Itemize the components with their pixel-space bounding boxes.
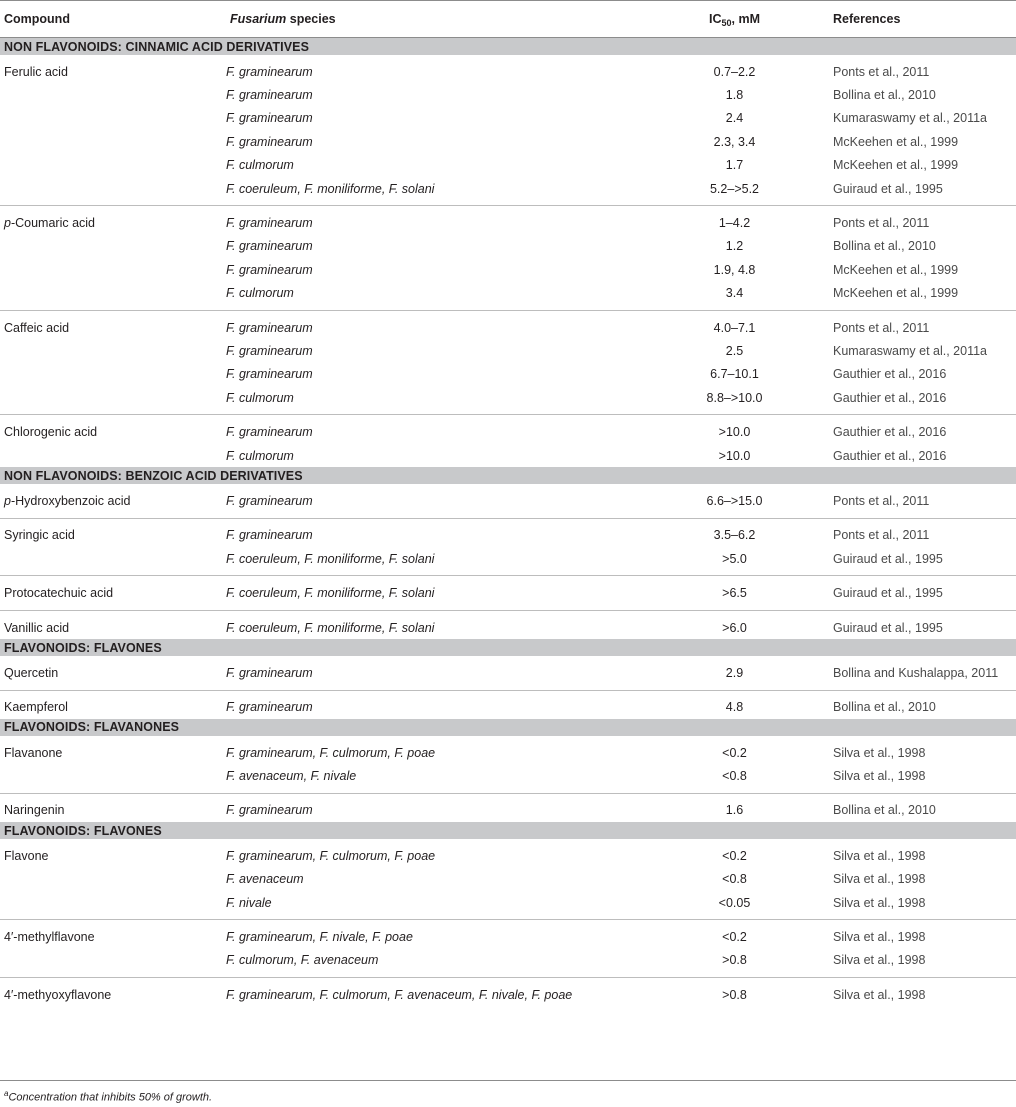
ic50-cell: 3.5–6.2 [713,528,756,543]
table-row [0,107,1016,130]
ic50-cell: 2.5 [725,343,744,358]
section-header-row [0,467,1016,484]
reference-cell: Bollina et al., 2010 [833,239,936,254]
table-row [0,891,1016,920]
species-cell: F. graminearum [226,803,313,818]
compound-name: Ferulic acid [4,64,68,79]
compound-cell [0,130,226,153]
compound-cell [0,154,226,177]
reference-cell: Bollina et al., 2010 [833,700,936,715]
reference-cell: Ponts et al., 2011 [833,216,930,231]
compound-cell [0,547,226,576]
reference-cell: Gauthier et al., 2016 [833,448,947,463]
footnote [4,1089,212,1104]
ic50-cell: 2.4 [725,111,744,126]
compound-cell [0,83,226,106]
header-species-genus: Fusarium [230,12,287,26]
reference-cell: McKeehen et al., 1999 [831,282,1016,311]
compound-name: Kaempferol [4,700,68,715]
compound-name: Syringic acid [4,528,75,543]
compound-cell [0,920,226,949]
table-row [0,518,1016,547]
reference-cell: Ponts et al., 2011 [833,64,930,79]
table-row [0,363,1016,386]
compound-cell [0,891,226,920]
table-row [0,547,1016,576]
ic50-cell: <0.2 [722,745,747,760]
table-row [0,282,1016,311]
species-cell: F. graminearum [226,134,313,149]
compound-name: Vanillic acid [4,620,70,635]
ic50-cell: 0.7–2.2 [713,64,756,79]
compound-cell [0,444,226,467]
species-cell: F. graminearum [226,216,313,231]
species-cell: F. nivale [226,891,638,920]
compound-prefix: p [4,216,11,231]
compound-cell [0,576,226,610]
reference-cell: Ponts et al., 2011 [831,484,1016,518]
compound-cell [0,339,226,362]
species-cell: F. graminearum [226,111,313,126]
reference-cell: McKeehen et al., 1999 [833,134,959,149]
species-cell: F. graminearum [226,656,638,690]
table-row [0,130,1016,153]
section-header-row [0,719,1016,736]
species-cell: F. graminearum [226,425,313,440]
table-row [0,793,1016,822]
compound-cell [0,310,226,339]
ic50-cell: >0.8 [722,987,747,1002]
compound-cell [0,690,226,719]
species-cell: F. coeruleum, F. moniliforme, F. solani [226,177,638,206]
footnote-mark: a [4,1089,9,1098]
ic50-cell: <0.8 [722,872,747,887]
table-row [0,949,1016,978]
reference-cell: Silva et al., 1998 [831,949,1016,978]
header-ic50-sub: 50 [721,18,732,28]
section-title: FLAVONOIDS: FLAVONES [0,822,1016,839]
table-row [0,690,1016,719]
table-row [0,154,1016,177]
header-species [226,1,638,38]
table-row [0,868,1016,891]
species-cell: F. graminearum [226,239,313,254]
species-cell: F. graminearum [226,484,638,518]
header-species-suffix: species [286,12,336,26]
table-row [0,656,1016,690]
table-row [0,978,1016,1007]
ic50-cell: >0.8 [638,949,831,978]
reference-cell: Ponts et al., 2011 [833,320,930,335]
ic50-cell: <0.8 [638,764,831,793]
species-cell: F. graminearum, F. culmorum, F. poae [226,745,436,760]
compound-name: 4′-methylflavone [4,930,95,945]
section-title: FLAVONOIDS: FLAVANONES [0,719,1016,736]
compound-name: Caffeic acid [4,320,70,335]
compound-prefix: p [4,493,11,508]
compound-cell [0,736,226,764]
reference-cell: McKeehen et al., 1999 [833,262,959,277]
compound-cell [0,206,226,235]
header-compound: Compound [0,1,226,38]
ic50-cell: 1.6 [725,803,744,818]
table-row [0,610,1016,639]
ic50-cell: <0.05 [638,891,831,920]
species-cell: F. culmorum [226,448,294,463]
species-cell: F. graminearum, F. nivale, F. poae [226,930,413,945]
compound-cell [0,107,226,130]
species-cell: F. coeruleum, F. moniliforme, F. solani [226,576,638,610]
species-cell: F. culmorum [226,386,638,415]
reference-cell: Guiraud et al., 1995 [831,177,1016,206]
reference-cell: Gauthier et al., 2016 [833,425,947,440]
reference-cell: Silva et al., 1998 [833,848,926,863]
ic50-cell: 5.2–>5.2 [638,177,831,206]
species-cell: F. culmorum, F. avenaceum [226,949,638,978]
table-row [0,920,1016,949]
ic50-cell: >10.0 [718,448,751,463]
compound-cell [0,235,226,258]
reference-cell: Bollina et al., 2010 [833,88,936,103]
compound-cell [0,177,226,206]
species-cell: F. coeruleum, F. moniliforme, F. solani [226,620,435,635]
table-row [0,415,1016,444]
table-row [0,258,1016,281]
section-title: FLAVONOIDS: FLAVONES [0,639,1016,656]
reference-cell: Silva et al., 1998 [833,745,926,760]
compound-cell [0,363,226,386]
ic50-cell: 3.4 [638,282,831,311]
species-cell: F. graminearum [226,367,313,382]
ic50-cell: 4.0–7.1 [713,320,756,335]
reference-cell: Guiraud et al., 1995 [833,620,943,635]
table-row [0,839,1016,867]
compound-cell [0,415,226,444]
species-cell: F. graminearum [226,262,313,277]
species-cell: F. graminearum [226,528,313,543]
ic50-cell: 1.9, 4.8 [713,262,756,277]
compound-cell [0,949,226,978]
compound-name: -Hydroxybenzoic acid [10,493,131,508]
reference-cell: Guiraud et al., 1995 [831,547,1016,576]
header-references: References [831,1,1016,38]
ic50-cell: 2.3, 3.4 [713,134,756,149]
species-cell: F. graminearum, F. culmorum, F. poae [226,848,436,863]
compound-name: Quercetin [4,665,59,680]
ic50-cell: 1–4.2 [718,216,751,231]
ic50-cell: 2.9 [638,656,831,690]
reference-cell: Guiraud et al., 1995 [831,576,1016,610]
compound-name: Flavone [4,848,49,863]
reference-cell: Silva et al., 1998 [833,872,926,887]
reference-cell: Silva et al., 1998 [833,930,926,945]
species-cell: F. graminearum [226,64,313,79]
table-row [0,177,1016,206]
species-cell: F. avenaceum, F. nivale [226,764,638,793]
compound-cell [0,839,226,867]
compound-cell [0,282,226,311]
compound-cell [0,484,226,518]
compound-name: Protocatechuic acid [4,586,114,601]
reference-cell: Gauthier et al., 2016 [831,386,1016,415]
table-row [0,736,1016,764]
table-row [0,235,1016,258]
ic50-cell: >10.0 [718,425,751,440]
ic50-cell: >6.0 [722,620,747,635]
compound-name: 4′-methyoxyflavone [4,987,112,1002]
compound-cell [0,55,226,83]
compound-cell [0,978,226,1007]
compound-cell [0,258,226,281]
species-cell: F. culmorum [226,158,294,173]
table-row [0,576,1016,610]
reference-cell: Silva et al., 1998 [833,987,926,1002]
header-ic50-main: IC [709,12,722,26]
compound-cell [0,386,226,415]
compound-cell [0,793,226,822]
reference-cell: Kumaraswamy et al., 2011a [833,111,988,126]
compound-name: Chlorogenic acid [4,425,98,440]
compound-cell [0,518,226,547]
species-cell: F. graminearum [226,88,313,103]
section-header-row [0,38,1016,56]
table-body [0,38,1016,1007]
table-row [0,484,1016,518]
ic50-cell: <0.2 [722,930,747,945]
footnote-text: Concentration that inhibits 50% of growth. [8,1091,213,1104]
table-row [0,55,1016,83]
table-row [0,386,1016,415]
table-row [0,83,1016,106]
ic50-cell: 4.8 [725,700,744,715]
reference-cell: Silva et al., 1998 [831,891,1016,920]
section-title: NON FLAVONOIDS: BENZOIC ACID DERIVATIVES [0,467,1016,484]
reference-cell: Silva et al., 1998 [831,764,1016,793]
compound-cell [0,764,226,793]
compound-cell [0,868,226,891]
ic50-cell: 6.6–>15.0 [638,484,831,518]
reference-cell: Bollina and Kushalappa, 2011 [831,656,1016,690]
species-cell: F. culmorum [226,282,638,311]
species-cell: F. graminearum, F. culmorum, F. avenaceum, F. nivale, F. poae [226,987,573,1002]
compound-cell [0,656,226,690]
table-row [0,206,1016,235]
compound-name: -Coumaric acid [10,216,96,231]
reference-cell: McKeehen et al., 1999 [833,158,959,173]
ic50-cell: 1.7 [725,158,744,173]
compound-name: Naringenin [4,803,65,818]
species-cell: F. graminearum [226,700,313,715]
reference-cell: Bollina et al., 2010 [833,803,936,818]
table-header-row [0,1,1016,38]
ic50-cell: >6.5 [638,576,831,610]
species-cell: F. avenaceum [226,872,304,887]
section-header-row [0,639,1016,656]
reference-cell: Gauthier et al., 2016 [833,367,947,382]
header-ic50 [638,1,831,38]
species-cell: F. coeruleum, F. moniliforme, F. solani [226,547,638,576]
table-row [0,444,1016,467]
ic50-cell: <0.2 [722,848,747,863]
header-ic50-unit: , mM [731,12,760,26]
ic50-cell: 6.7–10.1 [710,367,759,382]
section-title: NON FLAVONOIDS: CINNAMIC ACID DERIVATIVES [0,38,1016,56]
ic50-cell: 1.2 [725,239,744,254]
table-row [0,764,1016,793]
section-header-row [0,822,1016,839]
compound-cell [0,610,226,639]
table-row [0,339,1016,362]
ic50-cell: >5.0 [638,547,831,576]
species-cell: F. graminearum [226,320,313,335]
table-bottom-rule [0,1080,1016,1081]
ic50-cell: 8.8–>10.0 [638,386,831,415]
ic50-cell: 1.8 [725,88,744,103]
species-cell: F. graminearum [226,343,313,358]
compound-name: Flavanone [4,745,63,760]
table-row [0,310,1016,339]
reference-cell: Kumaraswamy et al., 2011a [833,343,988,358]
reference-cell: Ponts et al., 2011 [833,528,930,543]
